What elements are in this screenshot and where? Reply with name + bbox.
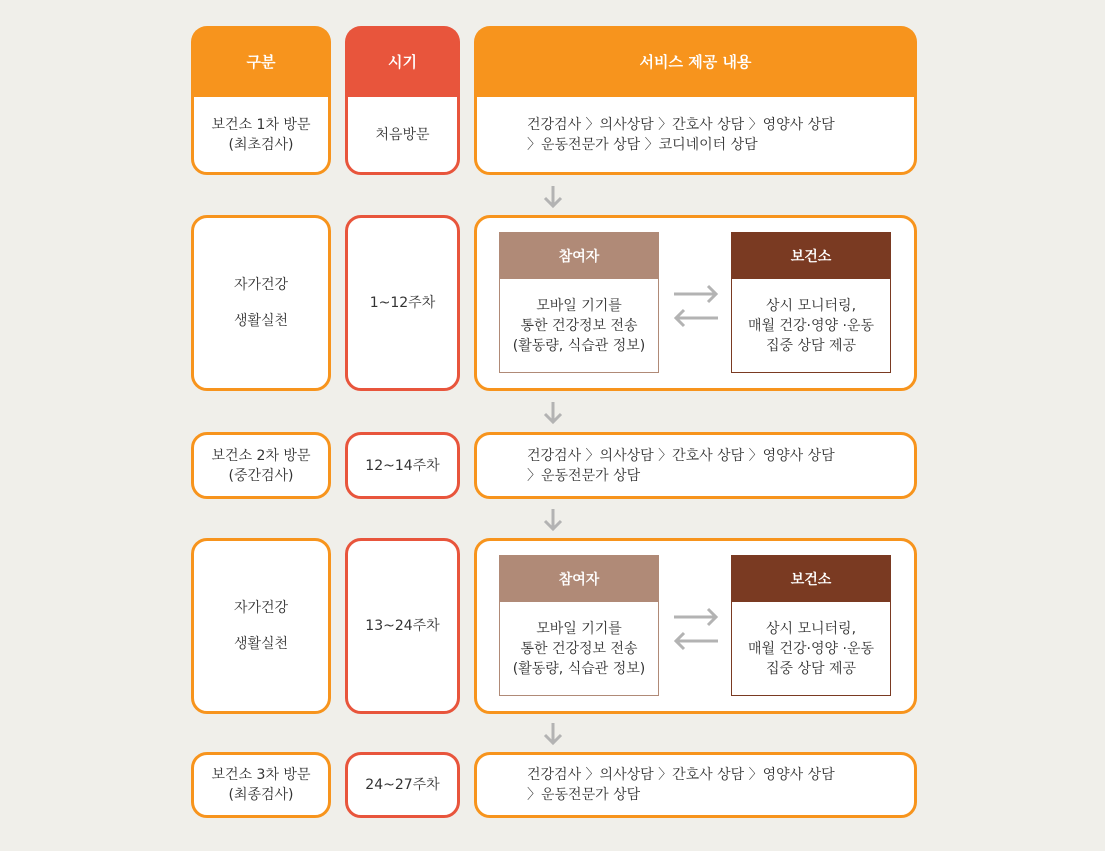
row1-service-line2: 〉운동전문가 상담 〉코디네이터 상담 (527, 136, 758, 153)
row2-participant-line2: 통한 건강정보 전송 (520, 317, 638, 334)
row3-service (474, 432, 917, 499)
row4-health-center-line2: 매월 건강·영양 ·운동 (748, 640, 874, 657)
row5-service (474, 752, 917, 818)
row3-period-text: 12~14주차 (365, 457, 440, 474)
row4-category-line1: 자가건강 (233, 600, 289, 616)
arrow-down-icon (541, 400, 565, 426)
row2-participant-card (499, 232, 659, 373)
row5-period-text: 24~27주차 (365, 777, 440, 793)
row5-service-line1: 건강검사 〉의사상담 〉간호사 상담 〉영양사 상담 (527, 767, 835, 783)
row1-category (191, 94, 331, 175)
row1-period-text: 처음방문 (375, 126, 430, 143)
header-service: 서비스 제공 내용 (474, 26, 917, 96)
row4-participant-line1: 모바일 기기를 (536, 620, 622, 637)
row3-service-line2: 〉운동전문가 상담 (527, 467, 641, 484)
row4-health-center-body (732, 602, 890, 695)
exchange-arrows-icon (668, 605, 724, 653)
row3-category-line1: 보건소 2차 방문 (211, 447, 311, 464)
row5-period (345, 752, 460, 818)
row4-participant-line3: (활동량, 식습관 정보) (512, 660, 646, 677)
header-category: 구분 (191, 26, 331, 96)
exchange-arrows-icon (668, 282, 724, 330)
row1-category-line1: 보건소 1차 방문 (211, 116, 311, 133)
row4-participant-body (500, 602, 658, 695)
row5-category-line1: 보건소 3차 방문 (211, 767, 311, 783)
row5-service-line2: 〉운동전문가 상담 (527, 787, 641, 803)
row2-period-text: 1~12주차 (369, 295, 436, 311)
row4-category (191, 538, 331, 714)
row2-participant-line1: 모바일 기기를 (536, 297, 622, 314)
row3-service-line1: 건강검사 〉의사상담 〉간호사 상담 〉영양사 상담 (527, 447, 835, 464)
row2-participant-body (500, 279, 658, 372)
arrow-down-icon (541, 721, 565, 747)
row4-health-center-card (731, 555, 891, 696)
row1-period (345, 94, 460, 175)
row2-health-center-body (732, 279, 890, 372)
row4-health-center-line3: 집중 상담 제공 (765, 660, 857, 677)
row2-participant-line3: (활동량, 식습관 정보) (512, 337, 646, 354)
row3-category (191, 432, 331, 499)
row2-period (345, 215, 460, 391)
row3-period (345, 432, 460, 499)
row4-participant-card (499, 555, 659, 696)
row2-category-line2: 생활실천 (233, 313, 289, 329)
header-period: 시기 (345, 26, 460, 96)
row2-category (191, 215, 331, 391)
row2-category-line1: 자가건강 (233, 277, 289, 293)
row4-participant-title: 참여자 (500, 556, 658, 602)
row2-health-center-card (731, 232, 891, 373)
row5-category-line2: (최종검사) (228, 787, 294, 803)
row4-health-center-line1: 상시 모니터링, (765, 620, 857, 637)
row4-health-center-title: 보건소 (732, 556, 890, 602)
row1-service (474, 94, 917, 175)
row4-period (345, 538, 460, 714)
row2-health-center-line1: 상시 모니터링, (765, 297, 857, 314)
row1-service-line1: 건강검사 〉의사상담 〉간호사 상담 〉영양사 상담 (527, 116, 835, 133)
row2-participant-title: 참여자 (500, 233, 658, 279)
row4-participant-line2: 통한 건강정보 전송 (520, 640, 638, 657)
row4-category-line2: 생활실천 (233, 636, 289, 652)
arrow-down-icon (541, 507, 565, 533)
row3-category-line2: (중간검사) (228, 467, 294, 484)
row2-health-center-title: 보건소 (732, 233, 890, 279)
arrow-down-icon (541, 184, 565, 210)
row5-category (191, 752, 331, 818)
row2-health-center-line3: 집중 상담 제공 (765, 337, 857, 354)
row4-period-text: 13~24주차 (365, 618, 440, 634)
row2-health-center-line2: 매월 건강·영양 ·운동 (748, 317, 874, 334)
row1-category-line2: (최초검사) (228, 136, 294, 153)
